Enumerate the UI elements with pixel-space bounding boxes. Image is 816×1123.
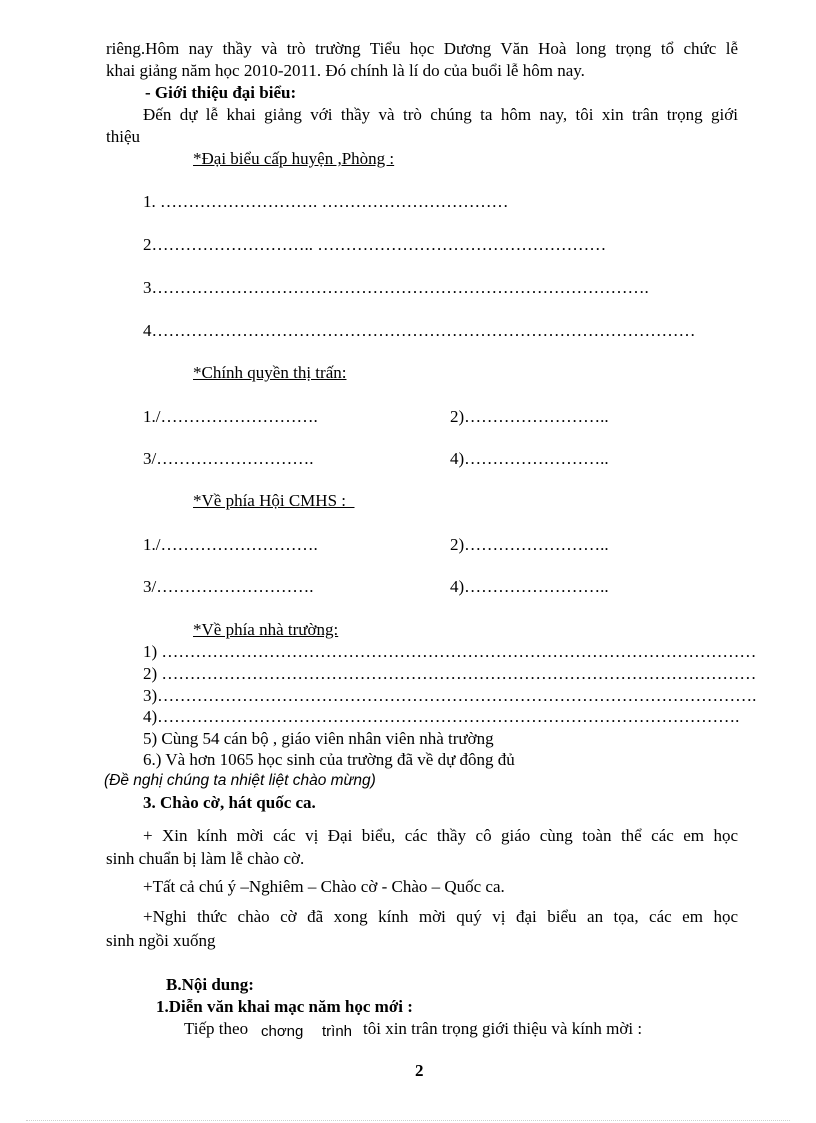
section-3-p3-line-2: sinh ngồi xuống	[106, 931, 216, 950]
district-item-1: 1. ………………………. ……………………………	[143, 192, 509, 211]
parents-item-1: 1./……………………….	[143, 535, 318, 554]
school-heading: *Về phía nhà trường:	[193, 620, 339, 639]
section-3-p3-line-1: +Nghi thức chào cờ đã xong kính mời quý vị đại biểu an tọa, các em học	[143, 907, 738, 926]
page-bottom-divider	[26, 1120, 790, 1121]
district-item-4: 4……………………………………………………………………………………	[143, 321, 696, 340]
school-item-1: 1) ……………………………………………………………………………………………	[143, 642, 757, 661]
school-item-2: 2) ……………………………………………………………………………………………	[143, 664, 757, 683]
section-3-p2: +Tất cả chú ý –Nghiêm – Chào cờ - Chào – Quốc ca.	[143, 877, 505, 896]
school-item-3: 3)…………………………………………………………………………………………….	[143, 686, 757, 705]
intro-line-2: khai giảng năm học 2010-2011. Đó chính là lí do của buổi lễ hôm nay.	[106, 61, 585, 80]
district-item-3: 3…………………………………………………………………………….	[143, 278, 649, 297]
parents-item-3: 3/……………………….	[143, 577, 314, 596]
section-b-text-c: trình	[322, 1023, 353, 1040]
page-number: 2	[415, 1061, 424, 1080]
school-item-4: 4)………………………………………………………………………………………….	[143, 707, 740, 726]
school-item-6: 6.) Và hơn 1065 học sinh của trường đã về dự đông đủ	[143, 750, 515, 769]
section-b-heading: B.Nội dung:	[166, 975, 254, 994]
district-item-2: 2……………………….. ……………………………………………	[143, 235, 607, 254]
guests-heading: - Giới thiệu đại biểu:	[145, 83, 297, 102]
town-item-1: 1./……………………….	[143, 407, 318, 426]
town-item-3: 3/……………………….	[143, 449, 314, 468]
parents-item-4: 4)……………………..	[450, 577, 609, 596]
section-3-p1-line-2: sinh chuẩn bị làm lễ chào cờ.	[106, 849, 305, 868]
district-heading: *Đại biểu cấp huyện ,Phòng :	[193, 149, 395, 168]
section-b-subheading: 1.Diễn văn khai mạc năm học mới :	[156, 997, 413, 1016]
parents-heading: *Về phía Hội CMHS :	[193, 491, 355, 510]
school-item-5: 5) Cùng 54 cán bộ , giáo viên nhân viên nhà trường	[143, 729, 494, 748]
intro-line-1: riêng.Hôm nay thầy và trò trường Tiểu học Dương Văn Hoà long trọng tổ chức lễ	[106, 39, 738, 58]
section-3-p1-line-1: + Xin kính mời các vị Đại biểu, các thầy cô giáo cùng toàn thể các em học	[143, 826, 738, 845]
section-b-text-b: chơng	[261, 1023, 304, 1040]
town-item-2: 2)……………………..	[450, 407, 609, 426]
town-item-4: 4)……………………..	[450, 449, 609, 468]
parents-item-2: 2)……………………..	[450, 535, 609, 554]
town-heading: *Chính quyền thị trấn:	[193, 363, 347, 382]
section-b-text-d: tôi xin trân trọng giới thiệu và kính mời :	[363, 1019, 643, 1038]
guests-intro-line-1: Đến dự lễ khai giảng với thầy và trò chúng ta hôm nay, tôi xin trân trọng giới	[143, 105, 738, 124]
section-3-heading: 3. Chào cờ, hát quốc ca.	[143, 793, 316, 812]
applause-note: (Đề nghị chúng ta nhiệt liệt chào mừng)	[104, 772, 376, 789]
section-b-text-a: Tiếp theo	[184, 1019, 249, 1038]
guests-intro-line-2: thiệu	[106, 127, 140, 146]
